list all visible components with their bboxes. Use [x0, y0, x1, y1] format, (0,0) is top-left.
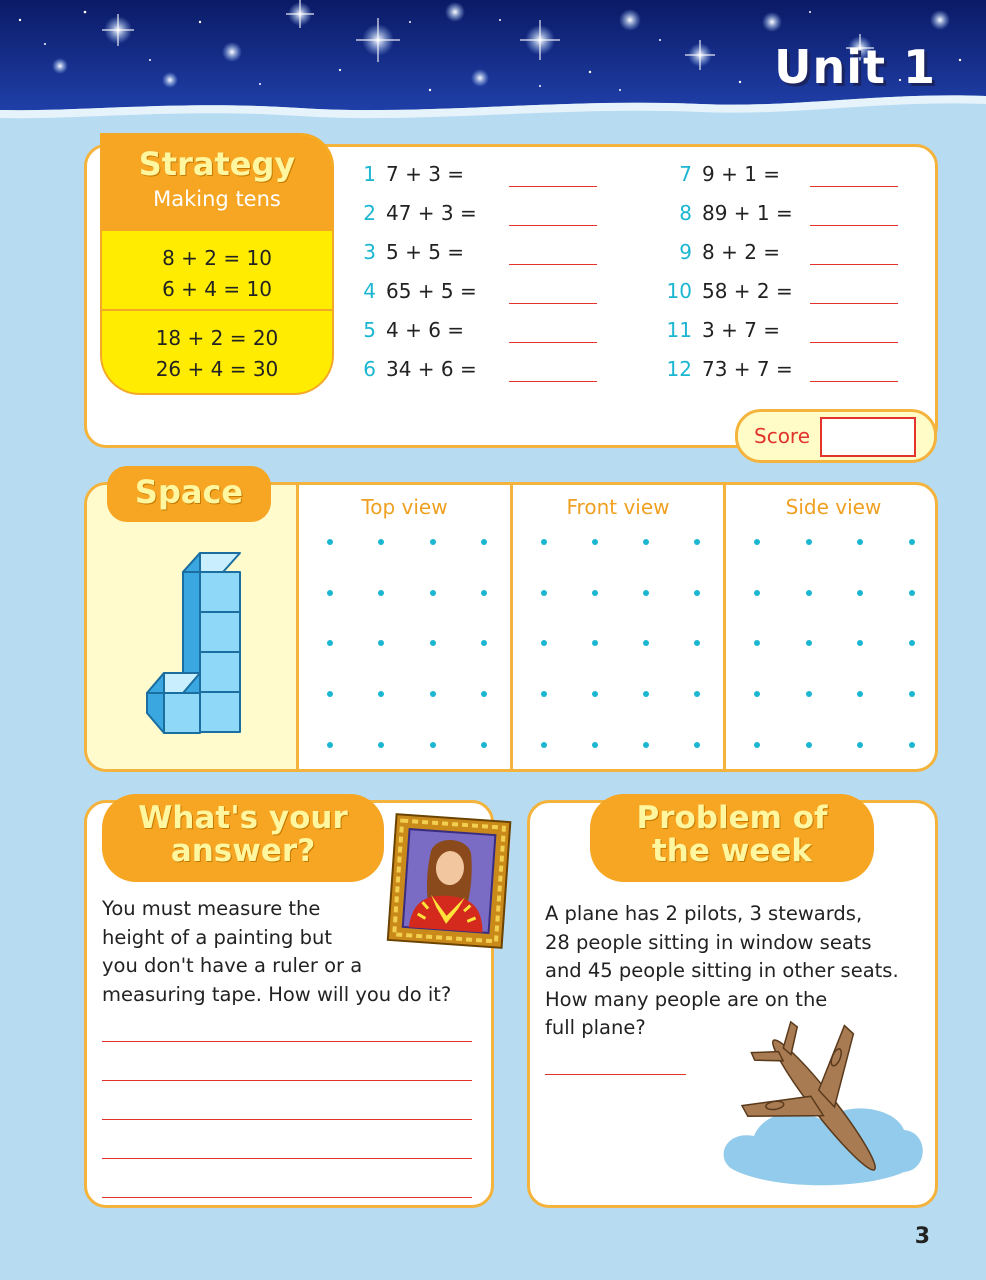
question-row [664, 357, 924, 396]
strategy-examples-b [102, 309, 332, 387]
question-expression: 3 + 7 = [702, 318, 781, 342]
strategy-title: Strategy [138, 145, 296, 183]
grid-dot [541, 590, 547, 596]
grid-dot [327, 691, 333, 697]
question-expression: 89 + 1 = [702, 201, 793, 225]
grid-dot [592, 539, 598, 545]
airplane-illustration [714, 1020, 934, 1200]
answer-line[interactable] [810, 186, 898, 187]
question-text-line: you don't have a ruler or a [102, 954, 363, 977]
grid-dot [806, 539, 812, 545]
grid-dot [327, 640, 333, 646]
grid-dot [430, 691, 436, 697]
grid-dot [909, 539, 915, 545]
problem-title-line: Problem of [636, 800, 828, 836]
question-expression: 7 + 3 = [386, 162, 465, 186]
grid-dot [694, 742, 700, 748]
grid-dot [754, 742, 760, 748]
problem-title [590, 794, 874, 882]
question-number: 11 [666, 318, 692, 342]
grid-dot [806, 742, 812, 748]
question-expression: 58 + 2 = [702, 279, 793, 303]
answer-line[interactable] [509, 303, 597, 304]
grid-dot [481, 539, 487, 545]
questions-right [664, 162, 924, 396]
question-number: 12 [666, 357, 692, 381]
grid-dot [857, 742, 863, 748]
question-text-line: 28 people sitting in window seats [545, 930, 872, 954]
grid-dot [857, 640, 863, 646]
question-number: 9 [679, 240, 692, 264]
unit-title: Unit 1 [774, 40, 936, 94]
grid-dot [541, 691, 547, 697]
example-line: 8 + 2 = 10 [162, 246, 272, 270]
question-expression: 65 + 5 = [386, 279, 477, 303]
question-row [348, 201, 608, 240]
grid-dot [643, 590, 649, 596]
answer-line[interactable] [810, 225, 898, 226]
question-expression: 47 + 3 = [386, 201, 477, 225]
question-expression: 4 + 6 = [386, 318, 465, 342]
grid-dot [378, 742, 384, 748]
answer-line[interactable] [102, 1041, 472, 1042]
question-row [348, 240, 608, 279]
question-expression: 73 + 7 = [702, 357, 793, 381]
grid-dot [592, 742, 598, 748]
question-text-line: A plane has 2 pilots, 3 stewards, [545, 902, 863, 925]
grid-dot [754, 691, 760, 697]
grid-dot [643, 640, 649, 646]
side-view-label: Side view [785, 495, 882, 519]
question-row [664, 162, 924, 201]
grid-dot [430, 539, 436, 545]
answer-line[interactable] [810, 303, 898, 304]
grid-dot [909, 590, 915, 596]
grid-dot [694, 590, 700, 596]
question-number: 6 [363, 357, 376, 381]
strategy-examples-a [102, 231, 332, 309]
grid-dot [327, 590, 333, 596]
whats-answer-title-line: answer? [170, 832, 316, 869]
score-label: Score [754, 424, 811, 448]
grid-dot [378, 691, 384, 697]
answer-line[interactable] [102, 1119, 472, 1120]
answer-line[interactable] [509, 225, 597, 226]
question-number: 5 [363, 318, 376, 342]
grid-dot [541, 640, 547, 646]
grid-dot [806, 691, 812, 697]
answer-line[interactable] [102, 1197, 472, 1198]
example-line: 18 + 2 = 20 [155, 326, 279, 350]
question-expression: 9 + 1 = [702, 162, 781, 186]
answer-line[interactable] [509, 342, 597, 343]
question-text-line: full plane? [545, 1016, 646, 1039]
question-number: 8 [679, 201, 692, 225]
grid-dot [643, 539, 649, 545]
question-expression: 34 + 6 = [386, 357, 477, 381]
question-number: 3 [363, 240, 376, 264]
space-panel [84, 482, 938, 772]
question-expression: 8 + 2 = [702, 240, 781, 264]
grid-dot [481, 742, 487, 748]
question-row [664, 240, 924, 279]
grid-dot [806, 640, 812, 646]
top-view-label: Top view [361, 495, 448, 519]
grid-dot [694, 640, 700, 646]
front-view-label: Front view [566, 495, 670, 519]
grid-dot [857, 539, 863, 545]
grid-dot [754, 539, 760, 545]
question-row [664, 279, 924, 318]
question-row [348, 162, 608, 201]
grid-dot [754, 590, 760, 596]
grid-dot [430, 590, 436, 596]
answer-line[interactable] [509, 381, 597, 382]
answer-line[interactable] [102, 1158, 472, 1159]
question-text-line: and 45 people sitting in other seats. [545, 959, 899, 982]
space-title: Space [107, 466, 271, 522]
grid-dot [481, 590, 487, 596]
answer-line[interactable] [102, 1080, 472, 1081]
answer-line[interactable] [810, 342, 898, 343]
side-view-grid[interactable] [726, 485, 938, 769]
grid-dot [378, 539, 384, 545]
answer-line[interactable] [509, 186, 597, 187]
grid-dot [694, 691, 700, 697]
grid-dot [378, 640, 384, 646]
question-text-line: You must measure the [102, 897, 321, 920]
question-number: 10 [666, 279, 692, 303]
grid-dot [806, 590, 812, 596]
problem-answer-line[interactable] [545, 1074, 686, 1075]
grid-dot [378, 590, 384, 596]
grid-dot [909, 691, 915, 697]
question-row [348, 357, 608, 396]
front-view-grid[interactable] [513, 485, 726, 769]
whats-answer-question [102, 895, 482, 1009]
grid-dot [430, 640, 436, 646]
grid-dot [541, 539, 547, 545]
whats-answer-title-line: What's your [138, 800, 348, 836]
grid-dot [430, 742, 436, 748]
grid-dot [909, 640, 915, 646]
example-line: 26 + 4 = 30 [155, 357, 279, 381]
grid-dot [327, 539, 333, 545]
page-number: 3 [914, 1224, 930, 1249]
space-shape-area [87, 485, 299, 769]
question-text-line: height of a painting but [102, 925, 332, 949]
question-number: 7 [679, 162, 692, 186]
problem-title-line: the week [651, 832, 812, 869]
grid-dot [592, 590, 598, 596]
grid-dot [643, 691, 649, 697]
questions-left [348, 162, 608, 396]
question-number: 2 [363, 201, 376, 225]
grid-dot [857, 590, 863, 596]
grid-dot [754, 640, 760, 646]
answer-line[interactable] [810, 381, 898, 382]
grid-dot [909, 742, 915, 748]
question-expression: 5 + 5 = [386, 240, 465, 264]
whats-answer-title [102, 794, 384, 882]
score-field[interactable] [820, 417, 916, 457]
grid-dot [592, 691, 598, 697]
strategy-box [100, 133, 334, 395]
grid-dot [481, 691, 487, 697]
question-row [348, 279, 608, 318]
question-number: 1 [363, 162, 376, 186]
top-view-grid[interactable] [299, 485, 513, 769]
question-number: 4 [363, 279, 376, 303]
question-text-line: measuring tape. How will you do it? [102, 982, 452, 1006]
answer-line[interactable] [810, 264, 898, 265]
question-row [348, 318, 608, 357]
grid-dot [327, 742, 333, 748]
grid-dot [643, 742, 649, 748]
grid-dot [694, 539, 700, 545]
score-box [735, 409, 937, 463]
question-row [664, 318, 924, 357]
strategy-subtitle: Making tens [153, 187, 281, 211]
grid-dot [857, 691, 863, 697]
cube-shape-illustration [87, 485, 299, 769]
grid-dot [541, 742, 547, 748]
grid-dot [481, 640, 487, 646]
question-row [664, 201, 924, 240]
example-line: 6 + 4 = 10 [162, 277, 272, 301]
answer-line[interactable] [509, 264, 597, 265]
grid-dot [592, 640, 598, 646]
question-text-line: How many people are on the [545, 987, 828, 1011]
